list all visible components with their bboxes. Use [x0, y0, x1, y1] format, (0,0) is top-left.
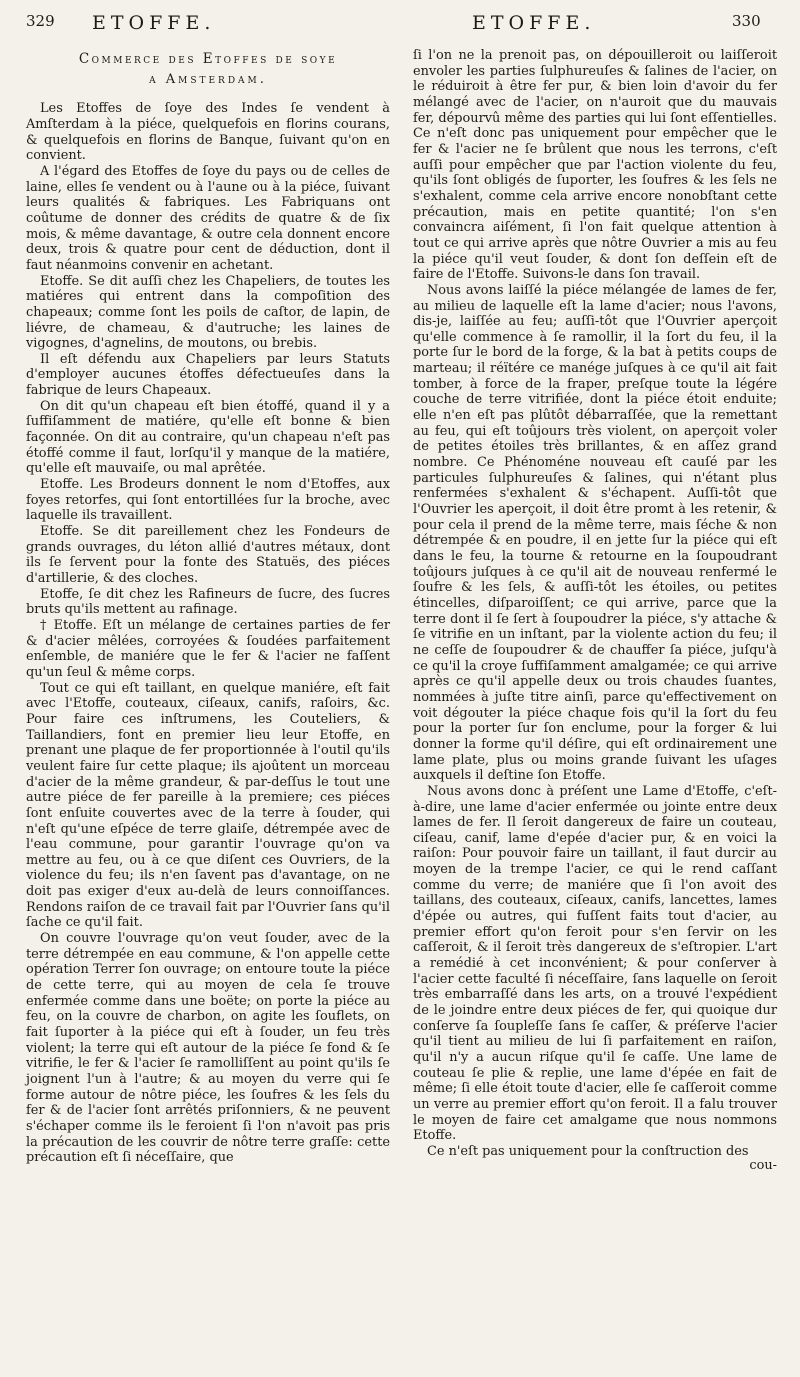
paragraph: Nous avons donc à préſent une Lame d'Etoffe, c'eſt-à-dire, une lame d'acier enfermée ou jointe entre deux lames de fer. Il ſeroit dangereux de faire un couteau, ciſeau, canif, lame d'epée d'acier pur, & en voici la raiſon: Pour pouvoir faire un taillant, il faut durcir au moyen de la trempe l'acier, ce qui le rend caſſant comme du verre; de maniére que ſi l'on avoit des taillans, des couteaux, ciſeaux, canifs, lancettes, lames d'épée ou autres, qui fuſſent faits tout d'acier, au premier effort qu'on feroit pour s'en ſervir on les caſſeroit, & il ſeroit très dangereux de s'eſtropier. L'art a remédié à cet inconvénient; & pour conſerver à l'acier cette faculté ſi néceſſaire, ſans laquelle on ſeroit très embarraſſé dans les arts, on a trouvé l'expédient de le joindre entre deux piéces de fer, qui quoique dur conſerve ſa ſoupleſſe ſans ſe caſſer, & préſerve l'acier qu'il tient au milieu de lui ſi parfaitement en raiſon, qu'il n'y a aucun riſque qu'il ſe caſſe. Une lame de couteau ſe plie & replie, une lame d'épée en fait de même; ſi elle étoit toute d'acier, elle ſe caſſeroit comme un verre au premier effort qu'on feroit. Il a falu trouver le moyen de faire cet amalgame que nous nommons Etoffe. [413, 783, 777, 1144]
paragraph: Il eſt défendu aux Chapeliers par leurs Statuts d'employer aucunes étoffes défectueuſes dans la fabrique de leurs Chapeaux. [26, 351, 390, 399]
paragraph: Etoffe. Se dit pareillement chez les Fondeurs de grands ouvrages, du léton allié d'autres métaux, dont ils ſe ſervent pour la fonte des Statuës, des piéces d'artillerie, & des cloches. [26, 524, 390, 586]
paragraph: On dit qu'un chapeau eſt bien étoffé, quand il y a ſuffiſamment de matiére, qu'elle eſt bonne & bien façonnée. On dit au contraire, qu'un chapeau n'eſt pas étoffé comme il faut, lorſqu'il y manque de la matiére, qu'elle eſt mauvaiſe, ou mal aprêtée. [26, 398, 390, 477]
paragraph: Les Etoffes de ſoye des Indes ſe vendent à Amſterdam à la piéce, quelquefois en florins courans, & quelquefois en florins de Banque, ſuivant qu'on en convient. [26, 101, 390, 164]
section-title-line2: a Amsterdam. [149, 71, 267, 87]
paragraph: Etoffe. Se dit auſſi chez les Chapeliers, de toutes les matiéres qui entrent dans la compoſition des chapeaux; comme ſont les poils de caſtor, de lapin, de liévre, de chameau, & d'autruche; les laines de vigognes, d'agnelins, de moutons, ou brebis. [26, 273, 390, 352]
right-running-title: ETOFFE. [472, 12, 596, 34]
running-header [0, 12, 800, 46]
section-title-line1: Commerce des Etoffes de soye [78, 51, 338, 67]
paragraph: Ce n'eſt pas uniquement pour la conſtruction des [427, 1143, 749, 1159]
paragraph: On couvre l'ouvrage qu'on veut ſouder, avec de la terre détrempée en eau commune, & l'on appelle cette opération Terrer ſon ouvrage; on entoure toute la piéce de cette terre, qui au moyen de cela ſe trouve enfermée comme dans une boëte; on porte la piéce au feu, on la couvre de charbon, on agite les ſouflets, on fait ſuporter à la piéce qui eſt à ſouder, un feu très violent; la terre qui eſt autour de la piéce ſe fond & ſe vitrifie, le fer & l'acier ſe ramolliſſent au point qu'ils ſe joignent l'un à l'autre; & au moyen du verre qui ſe forme autour de nôtre piéce, les ſoufres & les ſels du fer & de l'acier ſont arrêtés priſonniers, & ne peuvent s'échaper comme ils le feroient ſi l'on n'avoit pas pris la précaution de les couvrir de nôtre terre graſſe: cette précaution eſt ſi néceſſaire, que [26, 931, 390, 1166]
paragraph: † Etoffe. Eſt un mélange de certaines parties de fer & d'acier mêlées, corroyées & ſoudées parfaitement enſemble, de maniére que le fer & l'acier ne faſſent qu'un ſeul & même corps. [26, 617, 390, 680]
paragraph: Tout ce qui eſt taillant, en quelque maniére, eſt fait avec l'Etoffe, couteaux, ciſeaux, canifs, raſoirs, &c. Pour faire ces inſtrumens, les Couteliers, & Taillandiers, font en premier lieu leur Etoffe, en prenant une plaque de fer proportionnée à l'outil qu'ils veulent faire ſur cette plaque; ils ajoûtent un morceau d'acier de la même grandeur, & par-deſſus le tout une autre piéce de fer pareille à la premiere; ces piéces ſont enſuite couvertes avec de la terre à ſouder, qui n'eſt qu'une eſpéce de terre glaiſe, détrempée avec de l'eau commune, pour garantir l'ouvrage qu'on va mettre au feu, ou à ce que diſent ces Ouvriers, de la violence du feu; ils n'en ſavent pas d'avantage, on ne doit pas exiger d'eux au-delà de leurs connoiſſances. Rendons raiſon de ce travail fait par l'Ouvrier ſans qu'il ſache ce qu'il fait. [26, 680, 390, 931]
left-running-title: ETOFFE. [92, 12, 216, 34]
paragraph: ſi l'on ne la prenoit pas, on dépouilleroit ou laiſſeroit envoler les parties ſulphureuſes & ſalines de l'acier, on le réduiroit à être fer pur, & bien loin d'avoir du fer mélangé avec de l'acier, on n'auroit que du mauvais fer, dépourvû même des parties qui lui ſont eſſentielles. Ce n'eſt donc pas uniquement pour empêcher que le fer & l'acier ne ſe brûlent que nous les terrons, c'eſt auſſi pour empêcher que par l'action violente du feu, qu'ils ſont obligés de ſuporter, les ſoufres & les ſels ne s'exhalent, comme cela arrive encore nonobſtant cette précaution, mais en petite quantité; l'on s'en convaincra aiſément, ſi l'on fait quelque attention à tout ce qui arrive après que nôtre Ouvrier a mis au feu la piéce qu'il veut ſouder, & dont ſon deſſein eſt de faire de l'Etoffe. Suivons-le dans ſon travail. [413, 48, 777, 283]
left-column [26, 48, 390, 1166]
catchword: cou- [749, 1157, 777, 1173]
paragraph: A l'égard des Etoffes de ſoye du pays ou de celles de laine, elles ſe vendent ou à l'aune ou à la piéce, ſuivant leurs qualités & fabriques. Les Fabriquans ont coûtume de donner des crédits de quatre & de ſix mois, & même davantage, & outre cela donnent encore deux, trois & quatre pour cent de déduction, dont il faut néanmoins convenir en achetant. [26, 163, 390, 273]
right-page-number: 330 [732, 12, 761, 30]
paragraph: Nous avons laiſſé la piéce mélangée de lames de fer, au milieu de laquelle eſt la lame d'acier; nous l'avons, dis-je, laiſſée au feu; auſſi-tôt que l'Ouvrier aperçoit qu'elle commence à ſe ramollir, il la ſort du feu, il la porte ſur le bord de la forge, & la bat à petits coups de marteau; il réïtére ce manége juſques à ce qu'il ait fait tomber, à force de la fraper, preſque toute la légére couche de terre vitrifiée, dont la piéce étoit enduite; elle n'en eſt pas plûtôt débarraſſée, que la remettant au feu, qui eſt toûjours très violent, on aperçoit voler de petites étoiles très brillantes, & en aſſez grand nombre. Ce Phénoméne nouveau eſt cauſé par les particules ſulphureuſes & ſalines, qui n'étant plus renfermées s'exhalent & s'échapent. Auſſi-tôt que l'Ouvrier les aperçoit, il doit être promt à les retenir, & pour cela il prend de la même terre, mais ſéche & non détrempée & en poudre, il en jette ſur la piéce qui eſt dans le feu, la tourne & retourne en la ſoupoudrant toûjours juſques à ce qu'il ait de nouveau renfermé le ſoufre & les ſels, & auſſi-tôt les étoiles, ou petites étincelles, diſparoiſſent; ce qui arrive, parce que la terre dont il ſe ſert à ſoupoudrer la piéce, s'y attache & ſe vitrifie en un inſtant, par la violente action du feu; il ne ceſſe de ſoupoudrer & de chauffer ſa piéce, juſqu'à ce qu'il la croye ſuffiſamment amalgamée; ce qui arrive après ce qu'il appelle deux ou trois chaudes ſuantes, nommées à juſte titre ainſi, parce qu'effectivement on voit dégouter la piéce chaque fois qu'il la ſort du feu pour la porter ſur ſon enclume, pour la forger & lui donner la forme qu'il déſire, qui eſt ordinairement une lame plate, plus ou moins grande ſuivant les uſages auxquels il deſtine ſon Etoffe. [413, 282, 777, 784]
left-page-number: 329 [26, 12, 55, 30]
right-column [413, 48, 777, 1173]
paragraph: Etoffe. Les Brodeurs donnent le nom d'Etoffes, aux foyes retorfes, qui ſont entortillées ſur la broche, avec laquelle ils travaillent. [26, 477, 390, 524]
paragraph: Etoffe, ſe dit chez les Rafineurs de ſucre, des ſucres bruts qu'ils mettent au rafinage. [26, 586, 390, 618]
